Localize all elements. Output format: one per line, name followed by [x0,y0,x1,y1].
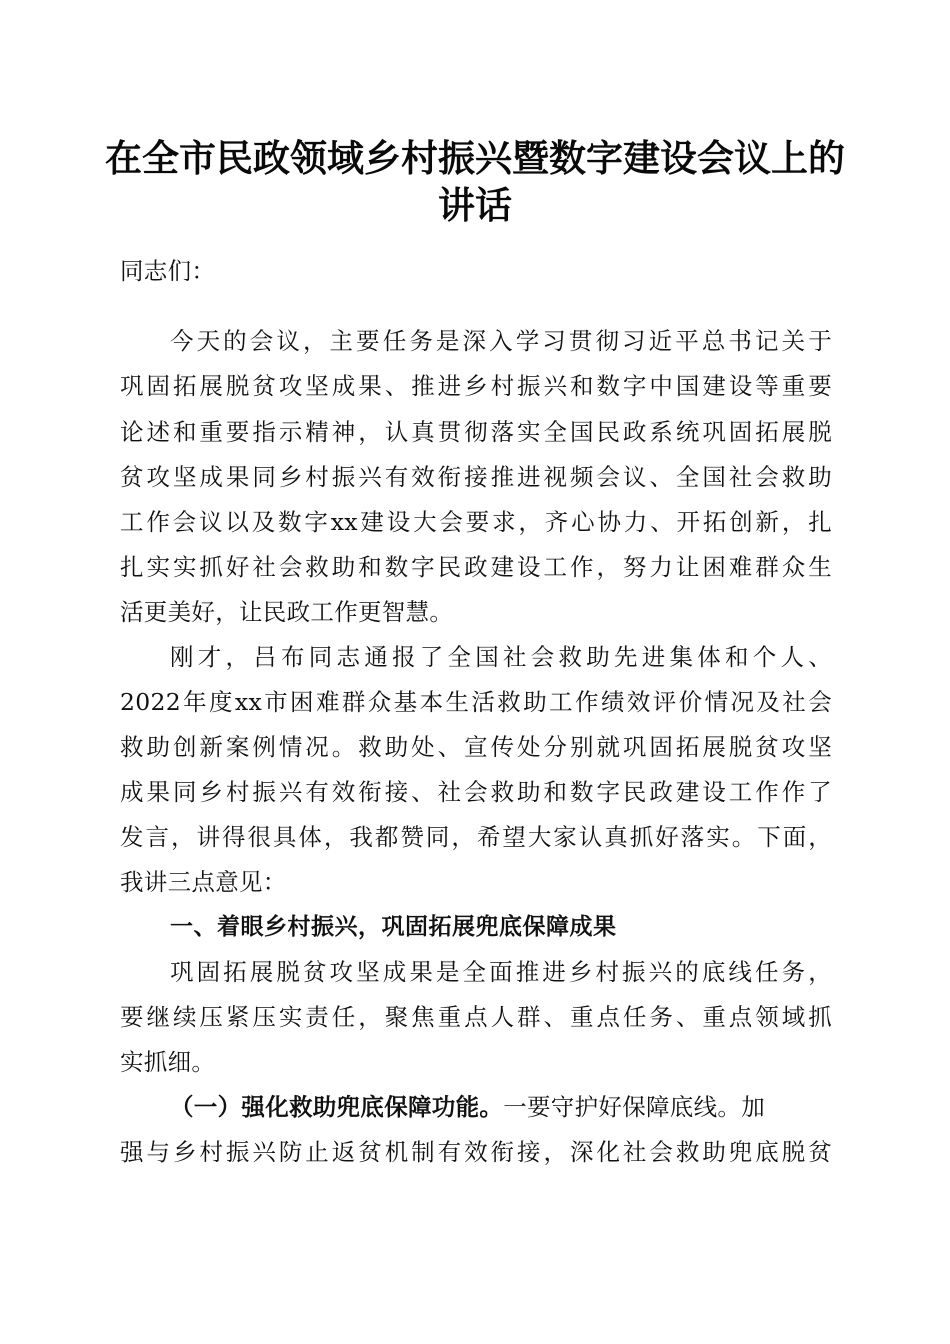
paragraph-2-line: 2022年度xx市困难群众基本生活救助工作绩效评价情况及社会 [120,688,832,716]
document-title-line-2: 讲话 [438,183,512,227]
paragraph-2-line: 救助创新案例情况。救助处、宣传处分别就巩固拓展脱贫攻坚 [120,733,832,761]
paragraph-1-line: 巩固拓展脱贫攻坚成果、推进乡村振兴和数字中国建设等重要 [120,372,832,400]
salutation: 同志们： [120,257,216,285]
paragraph-2-line: 发言，讲得很具体，我都赞同，希望大家认真抓好落实。下面， [120,823,832,851]
paragraph-3-line: 要继续压紧压实责任，聚焦重点人群、重点任务、重点领域抓 [120,1003,832,1031]
paragraph-1-line: 贫攻坚成果同乡村振兴有效衔接推进视频会议、全国社会救助 [120,463,832,491]
paragraph-1-line: 活更美好，让民政工作更智慧。 [120,598,454,626]
paragraph-3-line: 实抓细。 [120,1048,216,1076]
subsection-1-heading: （一）强化救助兜底保障功能。 [170,1093,504,1121]
paragraph-1-line: 工作会议以及数字xx建设大会要求，齐心协力、开拓创新，扎 [120,508,832,536]
paragraph-4-line: 强与乡村振兴防止返贫机制有效衔接，深化社会救助兜底脱贫 [120,1138,832,1166]
paragraph-1-line: 扎实实抓好社会救助和数字民政建设工作，努力让困难群众生 [120,553,832,581]
document-title-line-1: 在全市民政领域乡村振兴暨数字建设会议上的 [105,136,845,180]
paragraph-2-line: 刚才，吕布同志通报了全国社会救助先进集体和个人、 [170,643,832,671]
paragraph-1-line: 论述和重要指示精神，认真贯彻落实全国民政系统巩固拓展脱 [120,418,832,446]
paragraph-2-line: 我讲三点意见： [120,868,287,896]
paragraph-4-line [170,1091,832,1123]
subsection-1-text: 一要守护好保障底线。加 [503,1093,766,1121]
paragraph-2-line: 成果同乡村振兴有效衔接、社会救助和数字民政建设工作作了 [120,778,832,806]
paragraph-1-line: 今天的会议，主要任务是深入学习贯彻习近平总书记关于 [170,327,832,355]
paragraph-3-line: 巩固拓展脱贫攻坚成果是全面推进乡村振兴的底线任务， [170,958,832,986]
section-1-heading: 一、着眼乡村振兴，巩固拓展兜底保障成果 [170,914,617,940]
